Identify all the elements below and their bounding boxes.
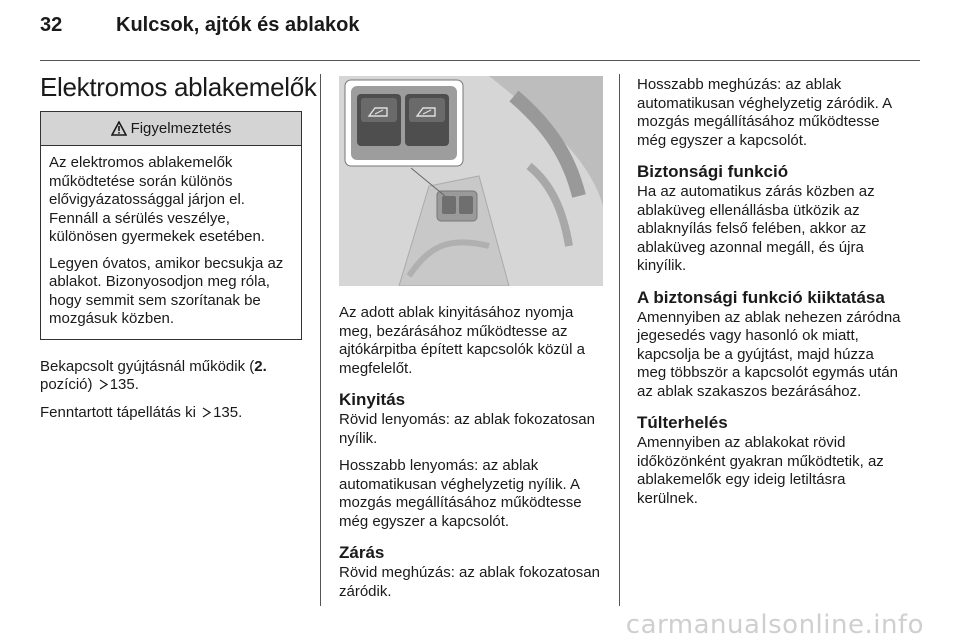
warning-text-2: Legyen óvatos, amikor becsukja az ablakot. Bizonyosodjon meg róla, hogy semmit sem szorítanak be mozgásuk közben.: [49, 254, 284, 327]
open-long-press-text: Hosszabb lenyomás: az ablak automatikusan véghelyzetig nyílik. A mozgás megállításához működtesse még egyszer a kapcsolót.: [339, 457, 582, 530]
page-reference-arrow-icon: [202, 407, 211, 418]
section-title: Elektromos ablakemelők: [40, 72, 317, 102]
ignition-paragraph: [40, 358, 302, 395]
close-heading: Zárás: [339, 543, 385, 562]
column-divider-2: [619, 74, 620, 606]
safety-text: Ha az automatikus zárás közben az ablaküveg ellenállásba ütközik az ablaknyílás felső felében, akkor az ablaküveg azonnal megáll, és újra kinyílik.: [637, 183, 875, 274]
overload-text: Amennyiben az ablakokat rövid időközönként gyakran működtetik, az ablakemelők egy ideig letiltásra kerülnek.: [637, 434, 884, 507]
safety-heading: Biztonsági funkció: [637, 162, 789, 181]
close-long-pull-text: Hosszabb meghúzás: az ablak automatikusan véghelyzetig záródik. A mozgás megállításához működtesse még egyszer a kapcsolót.: [637, 76, 892, 149]
retained-power-text: Fenntartott tápellátás ki: [40, 403, 201, 421]
warning-title: Figyelmeztetés: [130, 119, 232, 137]
warning-body: [41, 146, 301, 339]
open-heading: Kinyitás: [339, 390, 406, 409]
position-number: 2.: [254, 357, 267, 375]
warning-triangle-icon: [111, 121, 127, 136]
column-divider-1: [320, 74, 321, 606]
chapter-title: Kulcsok, ajtók és ablakok: [116, 14, 360, 36]
page-reference[interactable]: 135.: [213, 403, 243, 421]
intro-paragraph: Az adott ablak kinyitásához nyomja meg, bezárásához működtesse az ajtókárpitba épített kapcsolók közül a megfelelőt.: [339, 304, 585, 377]
ignition-text: Bekapcsolt gyújtásnál működik (: [40, 357, 255, 375]
column-3: [637, 72, 903, 517]
retained-power-paragraph: [40, 404, 302, 423]
warning-text-1: Az elektromos ablakemelők működtetése során különös elővigyázatossággal járjon el. Fennáll a sérülés veszélye, különösen gyermekek esetében.: [49, 154, 265, 245]
warning-box: [40, 111, 302, 340]
overload-heading: Túlterhelés: [637, 413, 728, 432]
page-reference[interactable]: 135.: [109, 376, 139, 393]
close-short-pull-text: Rövid meghúzás: az ablak fokozatosan záródik.: [339, 564, 600, 600]
column-2: [339, 72, 603, 610]
page-reference-arrow-icon: [99, 379, 108, 390]
header-rule: [40, 60, 920, 61]
override-heading: A biztonsági funkció kiiktatása: [637, 287, 885, 307]
column-1: [40, 72, 317, 431]
ignition-text-2: pozíció): [40, 376, 97, 393]
warning-header: [41, 112, 301, 147]
window-switch-illustration: [339, 76, 603, 286]
open-short-press-text: Rövid lenyomás: az ablak fokozatosan nyílik.: [339, 411, 595, 447]
override-text: Amennyiben az ablak nehezen záródna jegesedés vagy hasonló ok miatt, kapcsolja be a gyújtást, majd húzza meg többször a kapcsolót egymás után az ablak szakaszos bezárásához.: [637, 308, 901, 400]
page-number: 32: [40, 14, 63, 36]
watermark: carmanualsonline.info: [625, 610, 924, 640]
